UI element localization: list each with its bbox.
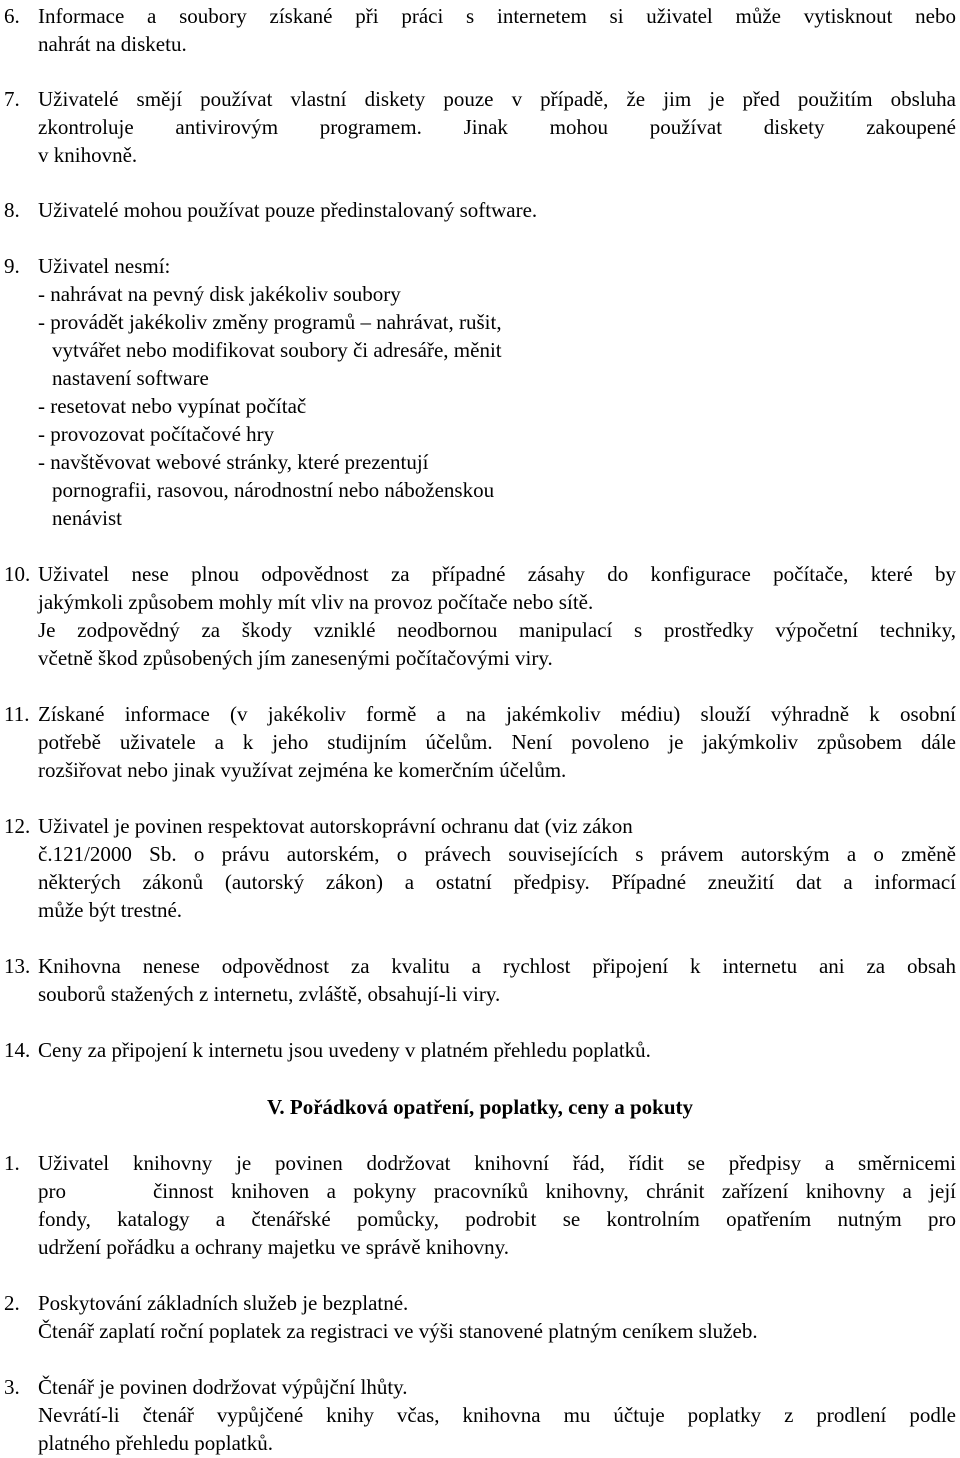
item-line: nenávist: [52, 506, 122, 530]
item-line: Uživatel knihovny je povinen dodržovat knihovní řád, řídit se předpisy a směrnicemi: [38, 1151, 956, 1175]
item-number: 2.: [4, 1291, 20, 1315]
item-line: Získané informace (v jakékoliv formě a na jakémkoliv médiu) slouží výhradně k osobní: [38, 702, 956, 726]
item-line: zkontroluje antivirovým programem. Jinak mohou používat diskety zakoupené: [38, 115, 956, 139]
item-line: Poskytování základních služeb je bezplatné.: [38, 1291, 409, 1315]
item-line: Ceny za připojení k internetu jsou uvedeny v platném přehledu poplatků.: [38, 1038, 651, 1062]
item-number: 1.: [4, 1151, 20, 1175]
item-line: Informace a soubory získané při práci s internetem si uživatel může vytisknout nebo: [38, 4, 956, 28]
item-line: Nevrátí-li čtenář vypůjčené knihy včas, knihovna mu účtuje poplatky z prodlení podle: [38, 1403, 956, 1427]
item-line: rozšiřovat nebo jinak využívat zejména ke komerčním účelům.: [38, 758, 567, 782]
item-line: fondy, katalogy a čtenářské pomůcky, podrobit se kontrolním opatřením nutným pro: [38, 1207, 956, 1231]
item-line: některých zákonů (autorský zákon) a ostatní předpisy. Případné zneužití dat a informací: [38, 870, 956, 894]
item-line: potřebě uživatele a k jeho studijním účelům. Není povoleno je jakýmkoliv způsobem dále: [38, 730, 956, 754]
item-number: 9.: [4, 254, 20, 278]
item-number: 3.: [4, 1375, 20, 1399]
item-line: Knihovna nenese odpovědnost za kvalitu a rychlost připojení k internetu ani za obsah: [38, 954, 956, 978]
item-line: pro činnost knihoven a pokyny pracovníků knihovny, chránit zařízení knihovny a její: [38, 1179, 956, 1203]
item-number: 14.: [4, 1038, 31, 1062]
item-line: jakýmkoli způsobem mohly mít vliv na provoz počítače nebo sítě.: [38, 590, 594, 614]
item-line: Uživatelé smějí používat vlastní diskety pouze v případě, že jim je před použitím obsluha: [38, 87, 956, 111]
item-line: může být trestné.: [38, 898, 183, 922]
item-line: - provozovat počítačové hry: [38, 422, 275, 446]
item-line: nastavení software: [52, 366, 209, 390]
item-line: udržení pořádku a ochrany majetku ve správě knihovny.: [38, 1235, 509, 1259]
item-line: - nahrávat na pevný disk jakékoliv soubory: [38, 282, 401, 306]
item-number: 11.: [4, 702, 30, 726]
item-line: Je zodpovědný za škody vzniklé neodbornou manipulací s prostředky výpočetní techniky,: [38, 618, 956, 642]
item-number: 8.: [4, 198, 20, 222]
item-line: Uživatel nesmí:: [38, 254, 171, 278]
item-line: Uživatelé mohou používat pouze předinstalovaný software.: [38, 198, 538, 222]
item-line: Čtenář je povinen dodržovat výpůjční lhůty.: [38, 1375, 408, 1399]
item-line: Uživatel nese plnou odpovědnost za případné zásahy do konfigurace počítače, které by: [38, 562, 956, 586]
item-number: 7.: [4, 87, 20, 111]
item-line: včetně škod způsobených jím zanesenými počítačovými viry.: [38, 646, 553, 670]
item-line: - provádět jakékoliv změny programů – nahrávat, rušit,: [38, 310, 502, 334]
item-line: - resetovat nebo vypínat počítač: [38, 394, 307, 418]
item-line: Uživatel je povinen respektovat autorskoprávní ochranu dat (viz zákon: [38, 814, 633, 838]
item-line: platného přehledu poplatků.: [38, 1431, 274, 1455]
item-number: 12.: [4, 814, 31, 838]
item-line: č.121/2000 Sb. o právu autorském, o právech souvisejících s právem autorským a o změně: [38, 842, 956, 866]
item-line: Čtenář zaplatí roční poplatek za registraci ve výši stanovené platným ceníkem služeb.: [38, 1319, 758, 1343]
item-line: v knihovně.: [38, 143, 138, 167]
section-heading: V. Pořádková opatření, poplatky, ceny a pokuty: [266, 1095, 694, 1119]
item-line: - navštěvovat webové stránky, které prezentují: [38, 450, 429, 474]
item-number: 13.: [4, 954, 31, 978]
item-number: 10.: [4, 562, 31, 586]
item-line: nahrát na disketu.: [38, 32, 187, 56]
item-number: 6.: [4, 4, 20, 28]
item-line: vytvářet nebo modifikovat soubory či adresáře, měnit: [52, 338, 502, 362]
item-line: souborů stažených z internetu, zvláště, obsahují-li viry.: [38, 982, 501, 1006]
item-line: pornografii, rasovou, národnostní nebo náboženskou: [52, 478, 495, 502]
